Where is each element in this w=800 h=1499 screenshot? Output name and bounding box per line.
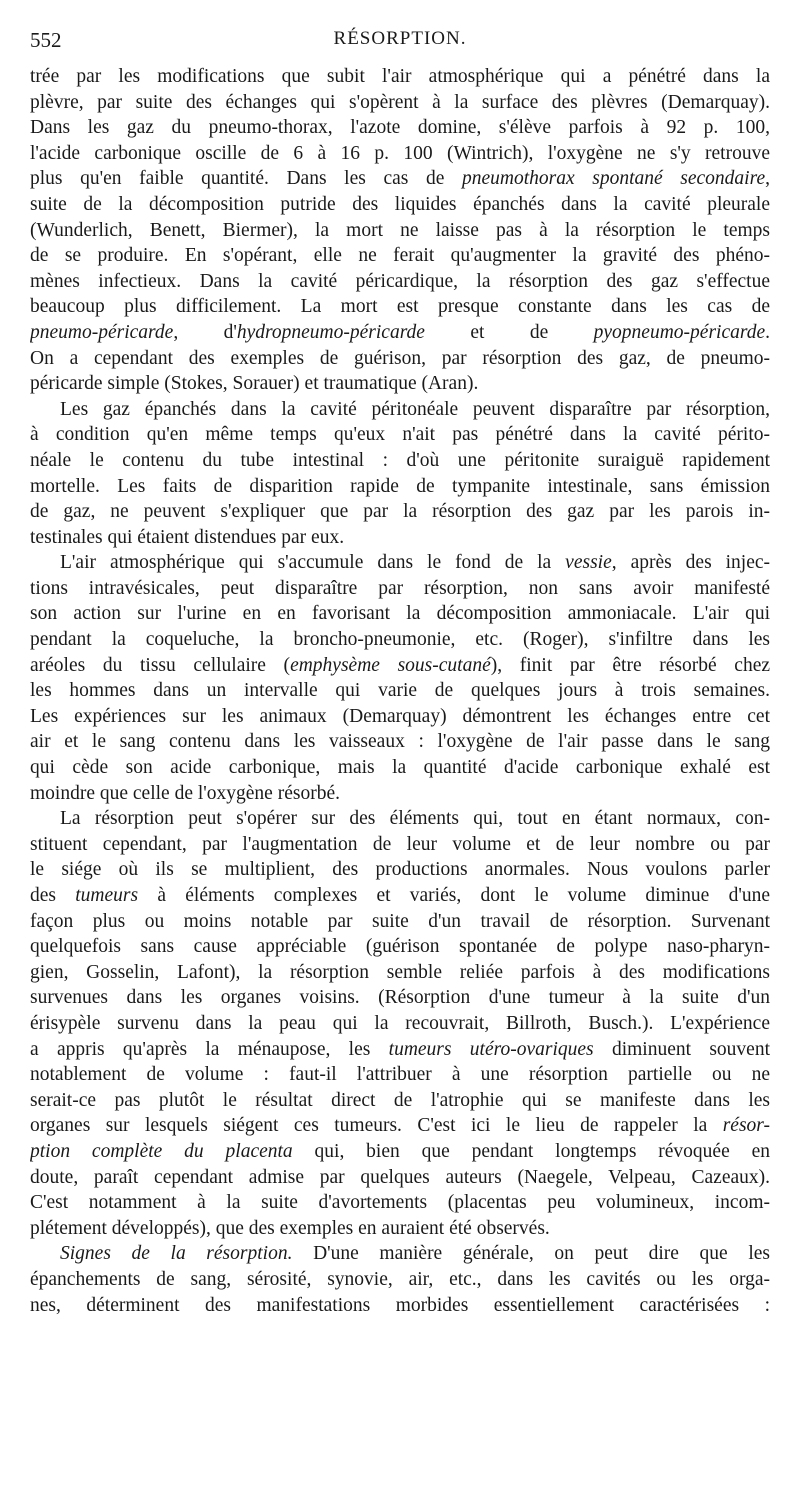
text-span: les hommes dans un intervalle qui varie de quelques jours à trois semaines. — [30, 680, 770, 702]
italic-text: vessie — [565, 552, 612, 574]
text-span: ), finit par être résorbé chez — [490, 654, 770, 676]
text-line — [30, 243, 770, 269]
text-span: testinales qui étaient distendues par eux. — [30, 526, 345, 548]
text-line — [30, 1241, 770, 1267]
text-span: survenues dans les organes voisins. (Résorption d'une tumeur à la suite d'un — [30, 987, 770, 1009]
text-span: C'est notamment à la suite d'avortements (placentas peu volumineux, incom- — [30, 1192, 770, 1214]
text-span: beaucoup plus difficilement. La mort est presque constante dans les cas de — [30, 296, 770, 318]
text-span: néale le contenu du tube intestinal : d'où une péritonite suraiguë rapidement — [30, 449, 770, 471]
text-span: . — [765, 321, 770, 343]
text-span: D'une manière générale, on peut dire que les — [292, 1243, 770, 1265]
text-line — [30, 934, 770, 960]
italic-text: pyopneumo-péricarde — [593, 321, 766, 343]
text-line — [30, 806, 770, 832]
text-line — [30, 1139, 770, 1165]
running-title: RÉSORPTION. — [333, 28, 467, 49]
italic-text: Signes de la résorption. — [60, 1243, 293, 1265]
text-line — [30, 90, 770, 116]
text-line — [30, 371, 770, 397]
text-span: La résorption peut s'opérer sur des éléments qui, tout en étant normaux, con- — [60, 808, 770, 830]
text-span: pendant la coqueluche, la broncho-pneumonie, etc. (Roger), s'infiltre dans les — [30, 629, 770, 651]
text-line — [30, 422, 770, 448]
text-line — [30, 653, 770, 679]
text-span: , — [765, 168, 770, 190]
text-span: à éléments complexes et variés, dont le volume diminue d'une — [138, 885, 770, 906]
text-span: air et le sang contenu dans les vaisseaux : l'oxygène de l'air passe dans le sang — [30, 731, 770, 753]
text-span: Les gaz épanchés dans la cavité péritonéale peuvent disparaître par résorption, — [60, 398, 770, 420]
text-span: , après des injec- — [611, 552, 770, 574]
text-span: suite de la décomposition putride des liquides épanchés dans la cavité pleurale — [30, 193, 770, 215]
text-line — [30, 192, 770, 218]
text-span: plus qu'en faible quantité. Dans les cas de — [30, 168, 462, 190]
text-span: stituent cependant, par l'augmentation de leur volume et de leur nombre ou par — [30, 833, 770, 855]
text-line — [30, 166, 770, 192]
text-span: de se produire. En s'opérant, elle ne ferait qu'augmenter la gravité des phéno- — [30, 245, 770, 267]
text-line — [30, 704, 770, 730]
text-line — [30, 678, 770, 704]
text-span: notablement de volume : faut-il l'attribuer à une résorption partielle ou ne — [30, 1064, 770, 1086]
text-span: l'acide carbonique oscille de 6 à 16 p. 100 (Wintrich), l'oxygène ne s'y retrouve — [30, 142, 770, 164]
text-line — [30, 1037, 770, 1063]
text-line — [30, 985, 770, 1011]
text-line — [30, 1267, 770, 1293]
text-line — [30, 1190, 770, 1216]
text-line — [30, 729, 770, 755]
text-span: et de — [424, 321, 594, 343]
italic-text: résor- — [722, 1115, 770, 1137]
text-line — [30, 550, 770, 576]
italic-text: tumeurs — [75, 885, 139, 906]
text-line — [30, 781, 770, 807]
text-line — [30, 474, 770, 500]
text-span: nes, déterminent des manifestations morbides essentiellement caractérisées : — [30, 1294, 770, 1316]
text-span: serait-ce pas plutôt le résultat direct de l'atrophie qui se manifeste dans les — [30, 1089, 770, 1111]
italic-text: pneumo-péricarde — [30, 321, 174, 343]
text-span: le siége où ils se multiplient, des productions anormales. Nous voulons parler — [30, 859, 770, 881]
text-span: plèvre, par suite des échanges qui s'opèrent à la surface des plèvres (Demarquay). — [30, 91, 770, 113]
text-line — [30, 115, 770, 141]
text-span: gien, Gosselin, Lafont), la résorption semble reliée parfois à des modifications — [30, 961, 770, 983]
text-span: qui cède son acide carbonique, mais la quantité d'acide carbonique exhalé est — [30, 757, 770, 779]
italic-text: tumeurs utéro-ovariques — [388, 1038, 594, 1060]
text-line — [30, 857, 770, 883]
text-line — [30, 576, 770, 602]
text-line — [30, 499, 770, 525]
body-text — [30, 64, 770, 1318]
text-span: plétement développés), que des exemples en auraient été observés. — [30, 1217, 550, 1239]
text-span: organes sur lesquels siégent ces tumeurs. C'est ici le lieu de rappeler la — [30, 1115, 723, 1137]
text-span: quelquefois sans cause appréciable (guérison spontanée de polype naso-pharyn- — [30, 936, 770, 958]
text-line — [30, 448, 770, 474]
text-line — [30, 141, 770, 167]
page-number: 552 — [30, 28, 62, 52]
text-span: péricarde simple (Stokes, Sorauer) et traumatique (Aran). — [30, 373, 479, 395]
page-header — [30, 28, 770, 58]
text-line — [30, 1216, 770, 1242]
text-line — [30, 909, 770, 935]
text-line — [30, 1293, 770, 1319]
text-line — [30, 960, 770, 986]
text-span: son action sur l'urine en en favorisant la décomposition ammoniacale. L'air qui — [30, 603, 770, 625]
text-line — [30, 1062, 770, 1088]
text-span: Dans les gaz du pneumo-thorax, l'azote domine, s'élève parfois à 92 p. 100, — [30, 117, 770, 139]
text-line — [30, 627, 770, 653]
text-line — [30, 397, 770, 423]
text-line — [30, 346, 770, 372]
text-line — [30, 1113, 770, 1139]
italic-text: ption complète du placenta — [30, 1140, 293, 1162]
text-line — [30, 294, 770, 320]
text-span: des — [30, 885, 76, 906]
text-line — [30, 832, 770, 858]
italic-text: hydropneumo-péricarde — [236, 321, 425, 343]
text-span: qui, bien que pendant longtemps révoquée en — [292, 1140, 770, 1162]
text-line — [30, 755, 770, 781]
text-line — [30, 525, 770, 551]
text-span: à condition qu'en même temps qu'eux n'ait pas pénétré dans la cavité périto- — [30, 424, 770, 446]
text-span: trée par les modifications que subit l'air atmosphérique qui a pénétré dans la — [30, 66, 770, 87]
text-span: L'air atmosphérique qui s'accumule dans le fond de la — [60, 552, 566, 574]
text-span: diminuent souvent — [593, 1038, 770, 1060]
text-line — [30, 1088, 770, 1114]
text-line — [30, 1165, 770, 1191]
text-span: moindre que celle de l'oxygène résorbé. — [30, 782, 340, 804]
text-line — [30, 883, 770, 909]
text-span: , d' — [173, 321, 237, 343]
text-span: épanchements de sang, sérosité, synovie, air, etc., dans les cavités ou les orga- — [30, 1268, 770, 1290]
text-span: Les expériences sur les animaux (Demarquay) démontrent les échanges entre cet — [30, 705, 770, 727]
text-span: mortelle. Les faits de disparition rapide de tympanite intestinale, sans émission — [30, 475, 770, 497]
text-span: doute, paraît cependant admise par quelques auteurs (Naegele, Velpeau, Cazeaux). — [30, 1166, 770, 1188]
text-span: façon plus ou moins notable par suite d'un travail de résorption. Survenant — [30, 910, 770, 932]
text-line — [30, 601, 770, 627]
italic-text: emphysème sous-cutané — [290, 654, 491, 676]
text-span: a appris qu'après la ménaupose, les — [30, 1038, 389, 1060]
text-line — [30, 218, 770, 244]
text-span: mènes infectieux. Dans la cavité péricardique, la résorption des gaz s'effectue — [30, 270, 770, 292]
text-span: On a cependant des exemples de guérison, par résorption des gaz, de pneumo- — [30, 347, 770, 369]
italic-text: pneumothorax spontané secondaire — [461, 168, 766, 190]
text-line — [30, 320, 770, 346]
text-span: (Wunderlich, Benett, Biermer), la mort ne laisse pas à la résorption le temps — [30, 219, 770, 241]
text-span: aréoles du tissu cellulaire ( — [30, 654, 291, 676]
text-span: de gaz, ne peuvent s'expliquer que par la résorption des gaz par les parois in- — [30, 501, 770, 523]
text-span: érisypèle survenu dans la peau qui la recouvrait, Billroth, Busch.). L'expérience — [30, 1012, 770, 1034]
text-line — [30, 1011, 770, 1037]
text-line — [30, 269, 770, 295]
text-line — [30, 64, 770, 90]
text-span: tions intravésicales, peut disparaître par résorption, non sans avoir manifesté — [30, 577, 770, 599]
